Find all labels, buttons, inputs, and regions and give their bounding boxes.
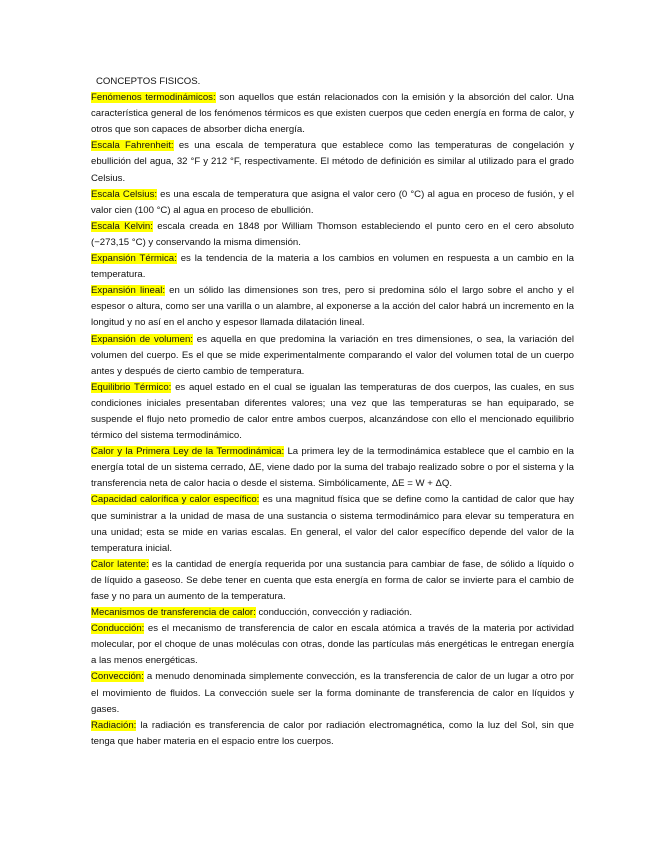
- definition-entry: [91, 492, 574, 556]
- definition-entry: [91, 251, 574, 283]
- highlighted-term: Radiación:: [91, 719, 137, 731]
- highlighted-term: Calor latente:: [91, 558, 149, 570]
- definition-entry: [91, 557, 574, 605]
- term-definition: es aquella en que predomina la variación en tres dimensiones, o sea, la variación del volumen del cuerpo. Es el que se mide experimentalmente comparando el valor del volumen total de un cuerpo antes y después de cierto cambio de temperatura.: [91, 333, 575, 377]
- definition-entry: [91, 669, 574, 717]
- term-definition: es la cantidad de energía requerida por una sustancia para cambiar de fase, de sólido a líquido o de líquido a gaseoso. Se debe tener en cuenta que esta energía en forma de calor se invierte para el cambio de fase y no para un aumento de la temperatura.: [91, 558, 575, 602]
- highlighted-term: Fenómenos termodinámicos:: [91, 92, 216, 104]
- term-definition: es la tendencia de la materia a los cambios en volumen en respuesta a un cambio en la temperatura.: [91, 253, 575, 281]
- highlighted-term: Equilibrio Térmico:: [91, 381, 172, 393]
- term-definition: es una escala de temperatura que asigna el valor cero (0 °C) al agua en proceso de fusión, y el valor cien (100 °C) al agua en proceso de ebullición.: [91, 188, 574, 216]
- term-definition: es aquel estado en el cual se igualan las temperaturas de dos cuerpos, las cuales, en sus condiciones iniciales presentaban diferentes valores; una vez que las temperaturas se han equiparado, se suspende el flujo neto promedio de calor entre ambos cuerpos, alcanzándose con ello el mencionado equilibrio térmico del sistema termodinámico.: [91, 381, 574, 442]
- term-definition: es una magnitud física que se define como la cantidad de calor que hay que suministrar a la unidad de masa de una sustancia o sistema termodinámico para elevar su temperatura en una unidad; esta se mide en varias escalas. En general, el valor del calor específico depende del valor de la temperatura inicial.: [91, 494, 575, 554]
- definition-entry: [91, 187, 574, 219]
- highlighted-term: Calor y la Primera Ley de la Termodinámica:: [91, 446, 285, 458]
- term-definition: a menudo denominada simplemente convección, es la transferencia de calor de un lugar a otro por el movimiento de fluidos. La convección suele ser la forma dominante de transferencia de calor en líquidos y gases.: [91, 671, 574, 715]
- definition-entry: [91, 444, 574, 492]
- highlighted-term: Capacidad calorífica y calor específico:: [91, 494, 260, 506]
- highlighted-term: Expansión Térmica:: [91, 253, 177, 265]
- term-definition: la radiación es transferencia de calor por radiación electromagnética, como la luz del Sol, sin que tenga que haber materia en el espacio entre los cuerpos.: [91, 719, 574, 747]
- term-definition: escala creada en 1848 por William Thomson estableciendo el punto cero en el cero absoluto (−273,15 °C) y conservando la misma dimensión.: [91, 220, 574, 248]
- term-definition: La primera ley de la termodinámica establece que el cambio en la energía total de un sistema cerrado, ΔE, viene dado por la suma del trabajo realizado sobre o por el sistema y la transferencia neta de calor hacia o desde el sistema. Simbólicamente, ΔE = W + ΔQ.: [91, 446, 575, 490]
- term-definition: conducción, convección y radiación.: [255, 607, 413, 619]
- definition-entry: [91, 283, 574, 331]
- highlighted-term: Conducción:: [91, 623, 145, 635]
- definition-entry: [91, 380, 574, 444]
- definition-entry: [91, 621, 574, 669]
- term-definition: son aquellos que están relacionados con la emisión y la absorción del calor. Una característica general de los fenómenos térmicos es que existen cuerpos que ceden energía en forma de calor, y otros que son capaces de absorber dicha energía.: [91, 92, 574, 136]
- highlighted-term: Mecanismos de transferencia de calor:: [91, 607, 256, 619]
- definition-entry: [91, 138, 574, 186]
- definition-entry: [91, 90, 574, 138]
- highlighted-term: Expansión lineal:: [91, 285, 166, 297]
- highlighted-term: Escala Celsius:: [91, 188, 158, 200]
- document-title: CONCEPTOS FISICOS.: [96, 76, 201, 87]
- highlighted-term: Escala Kelvin:: [91, 220, 153, 232]
- definition-entry: [91, 332, 574, 380]
- definition-entry: [91, 718, 574, 750]
- highlighted-term: Escala Fahrenheit:: [91, 140, 174, 152]
- highlighted-term: Expansión de volumen:: [91, 333, 193, 345]
- definitions-list: [91, 90, 574, 750]
- definition-entry: [91, 219, 574, 251]
- definition-entry: [91, 605, 574, 621]
- term-definition: es una escala de temperatura que establece como las temperaturas de congelación y ebullición del agua, 32 °F y 212 °F, respectivamente. El método de definición es similar al utilizado para el grado Celsius.: [91, 140, 574, 184]
- highlighted-term: Convección:: [91, 671, 144, 683]
- document-body: [91, 74, 574, 750]
- term-definition: en un sólido las dimensiones son tres, pero si predomina sólo el largo sobre el ancho y el espesor o altura, como ser una varilla o un alambre, al exponerse a la acción del calor habrá un incremento en la longitud y no así en el ancho y espesor llamada dilatación lineal.: [91, 285, 574, 329]
- term-definition: es el mecanismo de transferencia de calor en escala atómica a través de la materia por actividad molecular, por el choque de unas moléculas con otras, donde las partículas más energéticas le entregan energía a las menos energéticas.: [91, 623, 574, 667]
